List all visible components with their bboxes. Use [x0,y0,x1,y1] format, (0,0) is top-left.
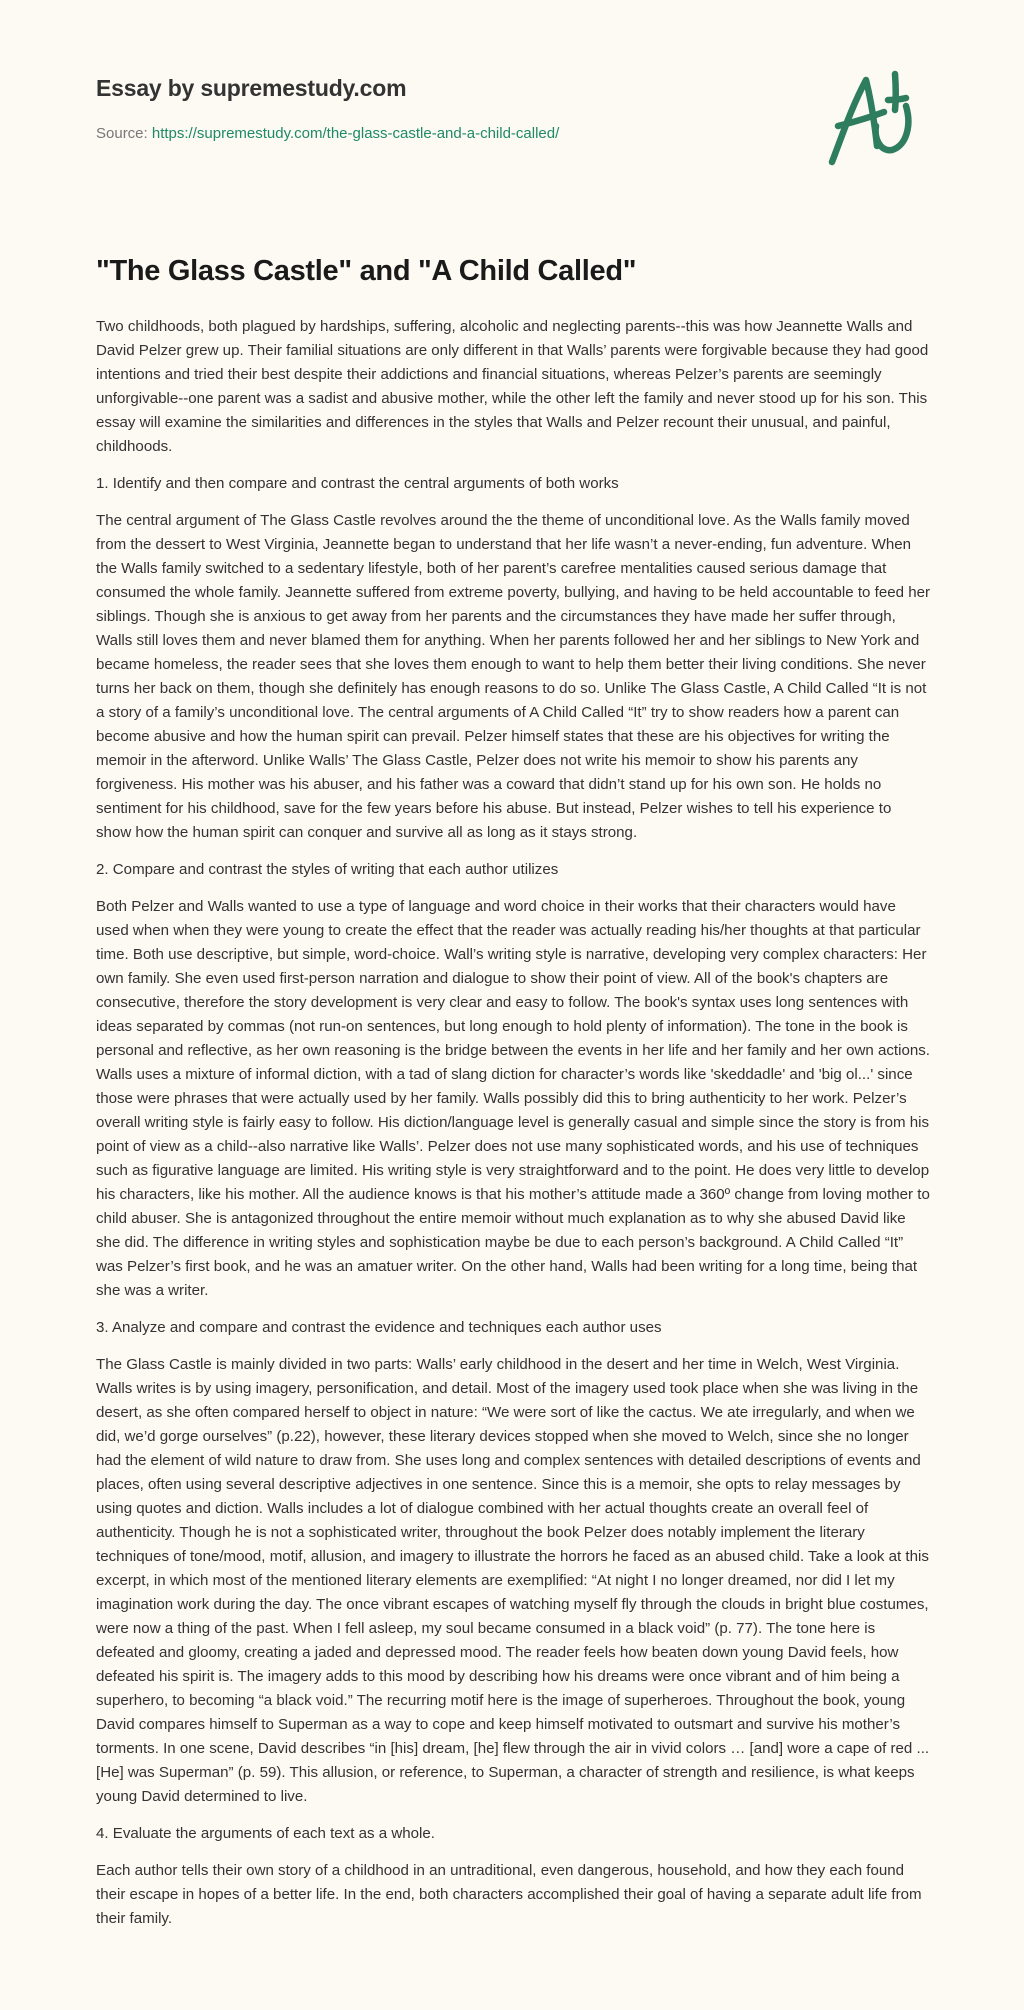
page-header [96,74,896,144]
section-1-answer: The central argument of The Glass Castle revolves around the the theme of unconditional love. As the Walls family moved from the dessert to West Virginia, Jeannette began to understand that her life wasn’t a never-ending, fun adventure. When the Walls family switched to a sedentary lifestyle, both of her parent’s carefree mentalities caused serious damage that consumed the whole family. Jeannette suffered from extreme poverty, bullying, and having to be held accountable to feed her siblings. Though she is anxious to get away from her parents and the circumstances they have made her suffer through, Walls still loves them and never blamed them for anything. When her parents followed her and her siblings to New York and became homeless, the reader sees that she loves them enough to want to help them better their living conditions. She never turns her back on them, though she definitely has enough reasons to do so. Unlike The Glass Castle, A Child Called “It is not a story of a family’s unconditional love. The central arguments of A Child Called “It” try to show readers how a parent can become abusive and how the human spirit can prevail. Pelzer himself states that these are his objectives for writing the memoir in the afterword. Unlike Walls’ The Glass Castle, Pelzer does not write his memoir to show his parents any forgiveness. His mother was his abuser, and his father was a coward that didn’t stand up for his own son. He holds no sentiment for his childhood, save for the few years before his abuse. But instead, Pelzer wishes to tell his experience to show how the human spirit can conquer and survive all as long as it stays strong. [96,512,931,841]
source-line [96,124,896,144]
section-4-answer: Each author tells their own story of a childhood in an untraditional, even dangerous, household, and how they each found their escape in hopes of a better life. In the end, both characters accomplished their goal of having a separate adult life from their family. [96,1862,922,1927]
a-plus-logo-icon [826,66,926,168]
section-4-question: 4. Evaluate the arguments of each text as a whole. [96,1825,435,1842]
site-title: Essay by supremestudy.com [96,75,407,101]
essay-title: "The Glass Castle" and "A Child Called" [96,255,637,287]
source-label: Source: [96,125,152,142]
section-2-question: 2. Compare and contrast the styles of writing that each author utilizes [96,861,559,878]
essay-article [96,253,930,1944]
source-link[interactable]: https://supremestudy.com/the-glass-castle-and-a-child-called/ [151,125,560,142]
section-2-answer: Both Pelzer and Walls wanted to use a type of language and word choice in their works that their characters would have used when when they were young to create the effect that the reader was actually reading his/her thoughts at that particular time. Both use descriptive, but simple, word-choice. Wall’s writing style is narrative, developing very complex characters: Her own family. She even used first-person narration and dialogue to show their point of view. All of the book's chapters are consecutive, therefore the story development is very clear and easy to follow. The book's syntax uses long sentences with ideas separated by commas (not run-on sentences, but long enough to hold plenty of information). The tone in the book is personal and reflective, as her own reasoning is the bridge between the events in her life and her family and her own actions. Walls uses a mixture of informal diction, with a tad of slang diction for character’s words like 'skeddadle' and 'big ol...' since those were phrases that were actually used by her family. Walls possibly did this to bring authenticity to her work. Pelzer’s overall writing style is fairly easy to follow. His diction/language level is generally casual and simple since the story is from his point of view as a child--also narrative like Walls’. Pelzer does not use many sophisticated words, and his use of techniques such as figurative language are limited. His writing style is very straightforward and to the point. He does very little to develop his characters, like his mother. All the audience knows is that his mother’s attitude made a 360º change from loving mother to child abuser. She is antagonized throughout the entire memoir without much explanation as to why she abused David like she did. The difference in writing styles and sophistication maybe be due to each person’s background. A Child Called “It” was Pelzer’s first book, and he was an amatuer writer. On the other hand, Walls had been writing for a long time, being that she was a writer. [96,898,931,1299]
essay-intro: Two childhoods, both plagued by hardships, suffering, alcoholic and neglecting parents--this was how Jeannette Walls and David Pelzer grew up. Their familial situations are only different in that Walls’ parents were forgivable because they had good intentions and tried their best despite their addictions and financial situations, whereas Pelzer’s parents are seemingly unforgivable--one parent was a sadist and abusive mother, while the other left the family and never stood up for his son. This essay will examine the similarities and differences in the styles that Walls and Pelzer recount their unusual, and painful, childhoods. [96,318,929,455]
section-1-question: 1. Identify and then compare and contrast the central arguments of both works [96,475,619,492]
section-3-answer: The Glass Castle is mainly divided in two parts: Walls’ early childhood in the desert and her time in Welch, West Virginia. Walls writes is by using imagery, personification, and detail. Most of the imagery used took place when she was living in the desert, as she often compared herself to object in nature: “We were sort of like the cactus. We ate irregularly, and when we did, we’d gorge ourselves” (p.22), however, these literary devices stopped when she moved to Welch, since she no longer had the element of wild nature to draw from. She uses long and complex sentences with detailed descriptions of events and places, often using several descriptive adjectives in one sentence. Since this is a memoir, she opts to relay messages by using quotes and diction. Walls includes a lot of dialogue combined with her actual thoughts create an overall feel of authenticity. Though he is not a sophisticated writer, throughout the book Pelzer does notably implement the literary techniques of tone/mood, motif, allusion, and imagery to illustrate the horrors he faced as an abused child. Take a look at this excerpt, in which most of the mentioned literary elements are exemplified: “At night I no longer dreamed, nor did I let my imagination work during the day. The once vibrant escapes of watching myself fly through the clouds in bright blue costumes, were now a thing of the past. When I fell asleep, my soul became consumed in a black void” (p. 77). The tone here is defeated and gloomy, creating a jaded and depressed mood. The reader feels how beaten down young David feels, how defeated his spirit is. The imagery adds to this mood by describing how his dreams were once vibrant and of him being a superhero, to becoming “a black void.” The recurring motif here is the image of superheroes. Throughout the book, young David compares himself to Superman as a way to cope and keep himself motivated to outsmart and survive his mother’s torments. In one scene, David describes “in [his] dream, [he] flew through the air in vivid colors … [and] wore a cape of red ... [He] was Superman” (p. 59). This allusion, or reference, to Superman, a character of strength and resilience, is what keeps young David determined to live. [96,1356,930,1805]
section-3-question: 3. Analyze and compare and contrast the evidence and techniques each author uses [96,1319,662,1336]
